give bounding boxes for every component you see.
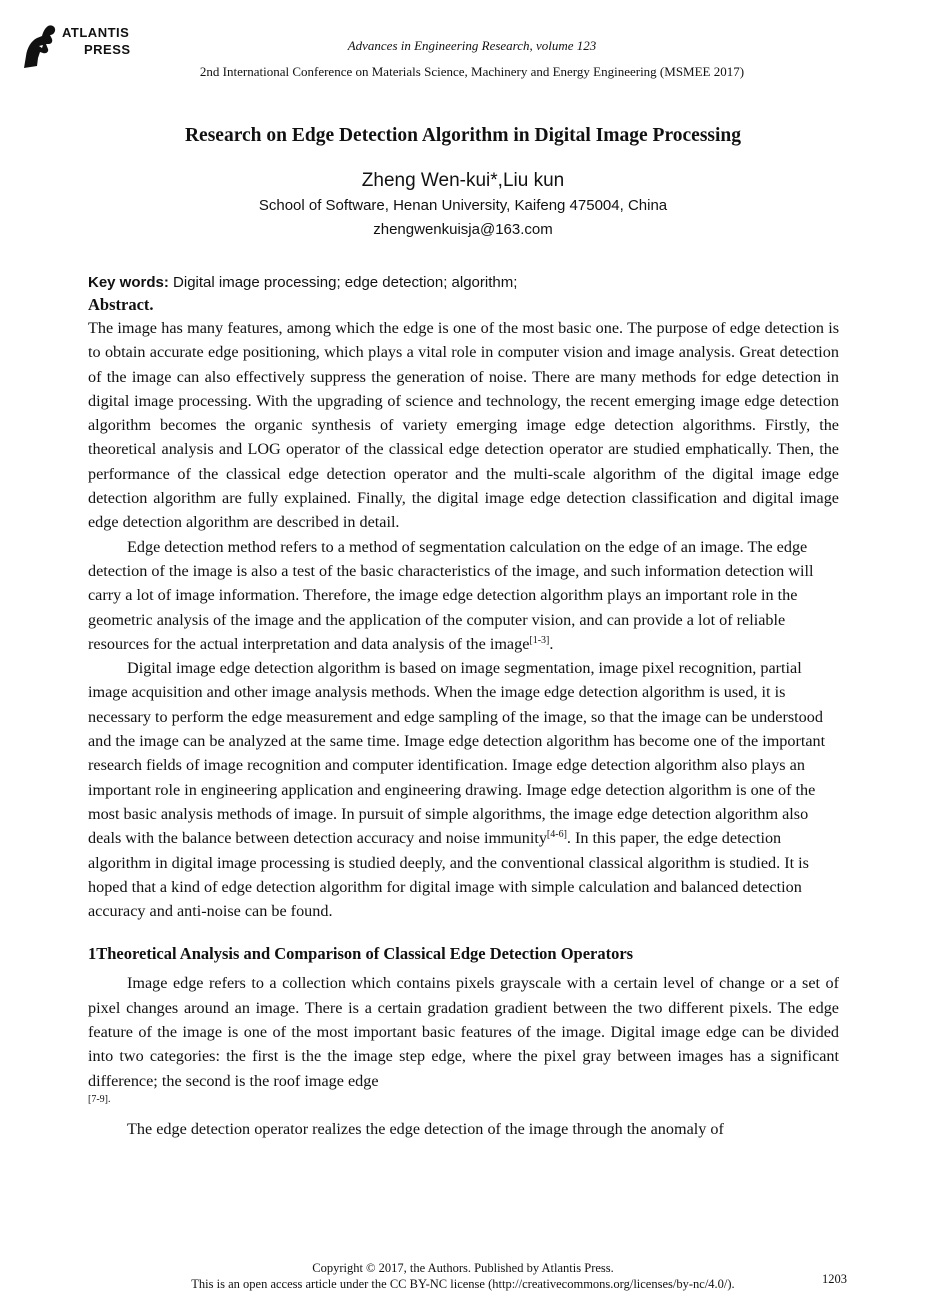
body-paragraph: Image edge refers to a collection which contains pixels grayscale with a certain level of change or a set of pixel changes around an image. There is a certain gradation gradient between the two different pixels. The edge feature of the image is one of the most important basic features of the image. Digital image edge can be divided into two categories: the first is the the image step edge, where the pixel gray between images has a significant difference; the second is the roof image edge	[88, 974, 839, 1090]
abstract-paragraph: The image has many features, among which the edge is one of the most basic one. The purpose of edge detection is to obtain accurate edge positioning, which plays a vital role in computer vision and image analysis. Great detection of the image can also effectively suppress the generation of noise. There are many methods for edge detection in digital image processing. With the upgrading of science and technology, the recent emerging image edge detection algorithm becomes the organic synthesis of variety emerging image edge detection algorithms. Firstly, the theoretical analysis and LOG operator of the classical edge detection operator are studied emphatically. Then, the performance of the classical edge detection operator and the multi-scale algorithm of the digital image edge detection algorithm are fully explained. Finally, the digital image edge detection classification and digital image edge detection algorithm are described in detail.	[88, 319, 839, 532]
body-paragraph: The edge detection operator realizes the edge detection of the image through the anomaly of	[127, 1119, 724, 1138]
logo-line1: ATLANTIS	[62, 25, 130, 40]
copyright-notice: Copyright © 2017, the Authors. Published by Atlantis Press.	[312, 1261, 614, 1275]
author-affiliation: School of Software, Henan University, Kaifeng 475004, China	[258, 197, 668, 214]
conference-header: 2nd International Conference on Materials Science, Machinery and Energy Engineering (MSMEE 2017)	[199, 64, 745, 79]
journal-header: Advances in Engineering Research, volume 123	[347, 38, 597, 53]
body-paragraph: Digital image edge detection algorithm is based on image segmentation, image pixel recognition, partial image acquisition and other image analysis methods. When the image edge detection algorithm is used, it is necessary to perform the edge measurement and edge sampling of the image, so that the image can be understood and the image can be analyzed at the same time. Image edge detection algorithm has become one of the important research fields of image recognition and computer identification. Image edge detection algorithm also plays an important role in engineering application and engineering drawing. Image edge detection algorithm is one of the most basic analysis methods of image. In pursuit of simple algorithms, the image edge detection algorithm also deals with the balance between detection accuracy and noise immunity[4-6]. In this paper, the edge detection algorithm in digital image processing is studied deeply, and the conventional classical algorithm is studied. It is hoped that a kind of edge detection algorithm for digital image with simple calculation and balanced detection accuracy and anti-noise can be found.	[88, 659, 826, 921]
citation-ref: [1-3]	[529, 634, 550, 646]
keywords-label: Key words:	[88, 274, 169, 291]
section-heading: 1Theoretical Analysis and Comparison of Classical Edge Detection Operators	[88, 944, 634, 964]
abstract-heading: Abstract.	[88, 295, 154, 314]
paper-body	[88, 272, 839, 1141]
logo-line2: PRESS	[84, 42, 131, 57]
author-email: zhengwenkuisja@163.com	[373, 221, 553, 238]
citation-ref: [4-6]	[546, 829, 567, 841]
paper-authors: Zheng Wen-kui*,Liu kun	[361, 170, 565, 191]
citation-ref: [7-9].	[88, 1093, 111, 1105]
page-number: 1203	[822, 1272, 847, 1286]
keywords	[88, 272, 839, 294]
keywords-text: Digital image processing; edge detection; algorithm;	[168, 274, 518, 291]
body-paragraph: Edge detection method refers to a method of segmentation calculation on the edge of an image. The edge detection of the image is also a test of the basic characteristics of the image, and such information detection will carry a lot of image information. Therefore, the image edge detection algorithm plays an important role in the geometric analysis of the image and the application of the computer vision, and can provide a lot of reliable resources for the actual interpretation and data analysis of the image[1-3].	[88, 537, 814, 653]
paper-title: Research on Edge Detection Algorithm in Digital Image Processing	[184, 125, 742, 146]
license-notice: This is an open access article under the CC BY-NC license (http://creativecommons.org/licenses/by-nc/4.0/).	[191, 1277, 735, 1291]
page-footer	[0, 1260, 926, 1292]
